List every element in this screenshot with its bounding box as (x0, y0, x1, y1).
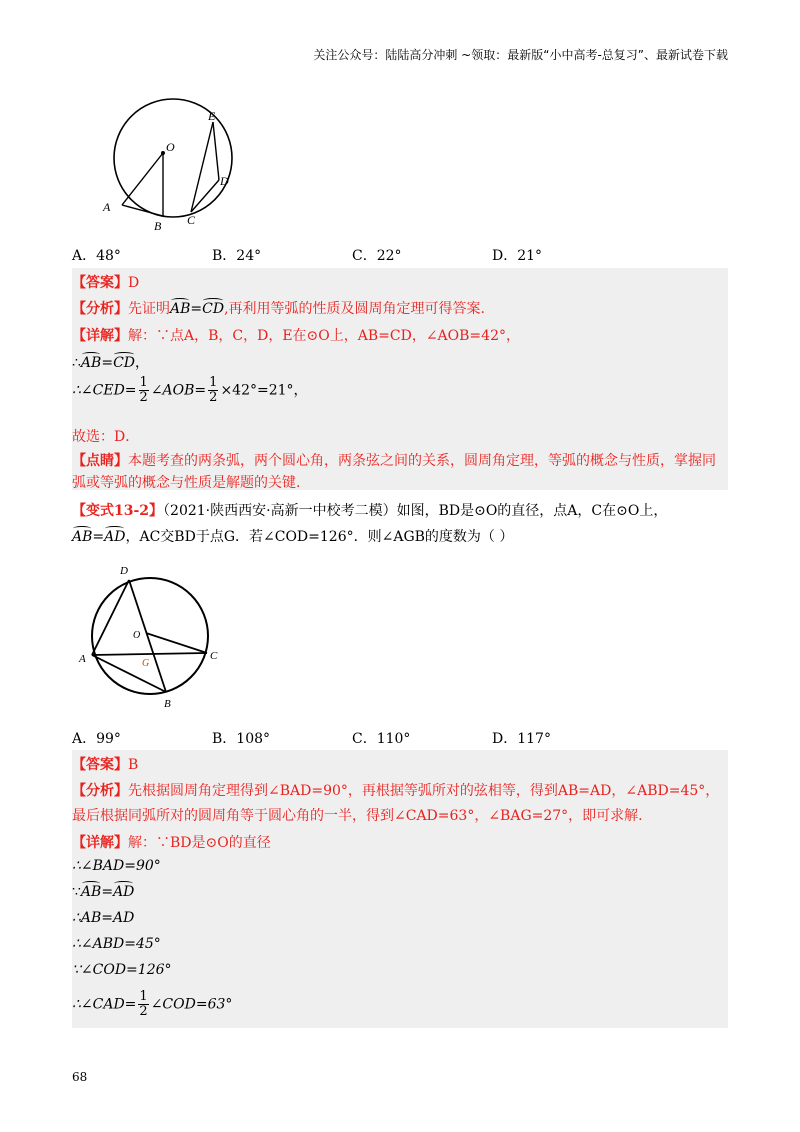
q2-answer-line (72, 754, 138, 774)
q2-detail-line (72, 832, 271, 852)
q1-step2-right: ×42°=21°， (220, 382, 308, 399)
fig1-chord-ab (122, 205, 163, 216)
q2-stem-arc-ab: AB (72, 529, 93, 545)
fig2-label-o: O (133, 630, 141, 641)
fig1-chord-ed (213, 122, 219, 180)
q1-option-d[interactable]: D．21° (492, 248, 543, 264)
q2-analysis-text1: 先根据圆周角定理得到∠BAD=90°，再根据等弧所对的弦相等，得到AB=AD，∠ABD=45°， (128, 783, 720, 799)
q1-analysis-post: ,再利用等弧的性质及圆周角定理可得答案. (224, 301, 485, 317)
fig2-label-d: D (120, 565, 128, 577)
q2-stem-line2 (72, 526, 513, 546)
q2-option-b[interactable]: B．108° (212, 731, 271, 747)
fig1-label-e: E (208, 109, 216, 123)
page-number: 68 (72, 1070, 88, 1084)
circle-figure-2 (76, 558, 226, 710)
q1-fraction-1 (139, 376, 149, 405)
fig2-label-a: A (79, 653, 86, 665)
q1-solution-block (72, 268, 728, 490)
q1-therefore: ∴ (72, 355, 81, 371)
q2-tag: 【变式13-2】 (72, 503, 164, 519)
q1-detail-line (72, 325, 520, 345)
fig2-circle (92, 578, 208, 694)
q1-frac2-den: 2 (209, 390, 218, 405)
q2-analysis-tag: 【分析】 (72, 783, 128, 799)
q2-because: ∵ (72, 884, 81, 900)
fig1-label-b: B (154, 219, 162, 233)
fig2-chord-ad (92, 580, 129, 655)
q2-step2-eq: = (101, 884, 114, 900)
page-header: 关注公众号：陆陆高分冲刺 ~领取：最新版“小中高考-总复习”、最新试卷下载 (313, 48, 728, 62)
q1-step2-left: ∴∠CED= (72, 382, 137, 399)
q2-step6-left: ∴∠CAD= (72, 996, 137, 1013)
q1-comment-line1 (72, 450, 716, 470)
q1-eq: = (101, 355, 114, 371)
fig2-label-b: B (164, 698, 171, 710)
q2-option-c[interactable]: C．110° (352, 731, 411, 747)
q2-step2-arc-ab: AB (80, 884, 102, 900)
q1-analysis-arc-ab: AB (170, 301, 191, 317)
q2-stem-line1 (72, 500, 667, 520)
fig2-radius-oc (146, 633, 207, 653)
q1-option-a[interactable]: A．48° (72, 248, 121, 264)
q1-comment-line2: 弧或等弧的概念与性质是解题的关键. (72, 475, 301, 491)
q1-answer-line (72, 272, 139, 292)
q2-step3: ∴AB=AD (72, 910, 135, 926)
fig2-label-g: G (142, 658, 150, 669)
fig2-label-c: C (210, 650, 218, 662)
q2-analysis-line2: 最后根据同弧所对的圆周角等于圆心角的一半，得到∠CAD=63°，∠BAG=27°，即可求解. (72, 808, 643, 824)
q1-frac1-num: 1 (139, 375, 148, 390)
q1-comma: ， (135, 355, 149, 371)
q1-step2-mid: ∠AOB= (150, 382, 207, 399)
q2-step4: ∴∠ABD=45° (72, 936, 161, 952)
q2-fraction (138, 990, 148, 1019)
q2-frac-num: 1 (139, 989, 148, 1004)
q1-detail-tag: 【详解】 (72, 328, 128, 344)
q2-detail-tag: 【详解】 (72, 835, 128, 851)
q1-option-b[interactable]: B．24° (212, 248, 262, 264)
q2-option-d[interactable]: D．117° (492, 731, 551, 747)
q1-analysis-pre: 先证明 (128, 301, 170, 317)
q2-analysis-line1 (72, 780, 719, 800)
circle-figure-1 (95, 95, 245, 235)
fig1-label-d: D (220, 174, 229, 188)
q2-solution-block (72, 750, 728, 1028)
q2-step2-arc-ad: AD (113, 884, 135, 900)
q1-arc-cd: CD (113, 355, 135, 371)
fig1-radius-oa (122, 153, 163, 205)
fig1-label-o: O (166, 140, 175, 154)
fig1-label-c: C (187, 213, 196, 227)
q2-stem-arc-ad: AD (104, 529, 126, 545)
q1-answer-tag: 【答案】 (72, 275, 128, 291)
q1-step2 (72, 376, 308, 405)
q2-step6-right: ∠COD=63° (150, 996, 233, 1013)
q1-comment-tag: 【点睛】 (72, 453, 128, 469)
q2-answer-tag: 【答案】 (72, 757, 128, 773)
q2-stem-text1: （2021·陕西西安·高新一中校考二模）如图，BD是⊙O的直径，点A，C在⊙O上， (163, 503, 668, 519)
q1-step1 (72, 352, 149, 372)
q1-detail-text: 解：∵点A，B，C，D，E在⊙O上，AB=CD，∠AOB=42°， (128, 328, 520, 344)
fig1-label-a: A (103, 200, 111, 214)
q2-option-a[interactable]: A．99° (72, 731, 121, 747)
q1-analysis-eq: = (190, 301, 203, 317)
q2-options (72, 728, 732, 750)
q2-step2 (72, 884, 134, 900)
q1-fraction-2 (208, 376, 218, 405)
q2-step5: ∵∠COD=126° (72, 962, 172, 978)
q2-step6 (72, 990, 232, 1019)
q1-answer: D (128, 275, 140, 291)
q2-step1: ∴∠BAD=90° (72, 858, 161, 874)
q2-stem-text2: ，AC交BD于点G．若∠COD=126°．则∠AGB的度数为（ ） (125, 529, 514, 545)
q2-stem-eq: = (92, 529, 105, 545)
fig2-chord-ac (92, 653, 207, 655)
q1-analysis-arc-cd: CD (202, 301, 225, 317)
q1-arc-ab: AB (80, 355, 102, 371)
q1-comment-text1: 本题考查的两条弧，两个圆心角，两条弦之间的关系，圆周角定理，等弧的概念与性质，掌握同 (128, 453, 716, 469)
q1-frac2-num: 1 (209, 375, 218, 390)
q2-answer: B (128, 757, 139, 773)
q1-options (72, 245, 732, 267)
q2-detail-text: 解：∵BD是⊙O的直径 (128, 835, 271, 851)
q1-choose: 故选：D． (72, 429, 140, 445)
fig1-center-dot (161, 151, 165, 155)
q1-frac1-den: 2 (139, 390, 148, 405)
q1-analysis-line (72, 298, 485, 318)
q2-frac-den: 2 (139, 1004, 148, 1019)
q1-option-c[interactable]: C．22° (352, 248, 402, 264)
q1-analysis-tag: 【分析】 (72, 301, 128, 317)
